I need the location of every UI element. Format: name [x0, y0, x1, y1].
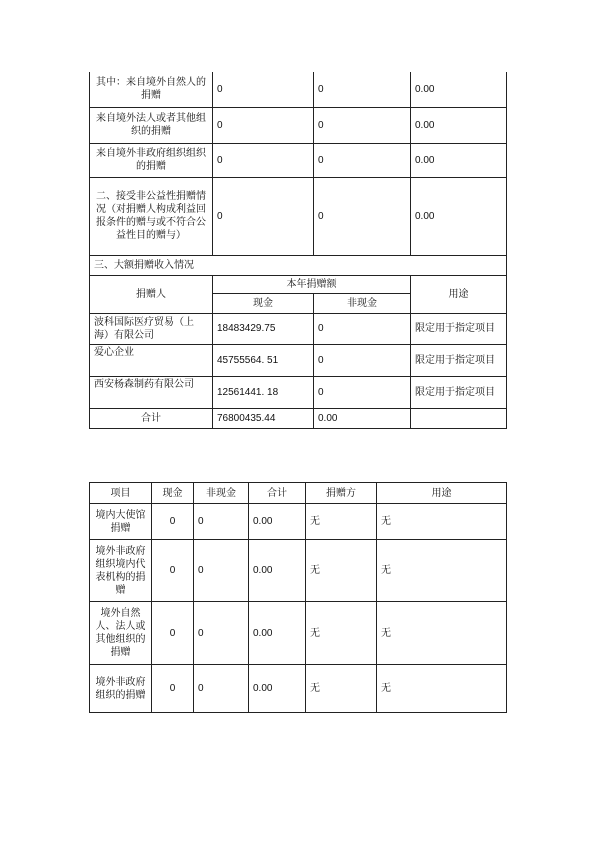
total-cell: 0.00 [249, 504, 306, 540]
cash-cell: 0 [213, 177, 314, 255]
cash-cell: 0 [213, 107, 314, 143]
row-label: 二、接受非公益性捐赠情况（对捐赠人构成利益回报条件的赠与或不符合公益性目的赠与） [90, 177, 213, 255]
section-title-row [90, 255, 507, 275]
donation-table [89, 72, 507, 429]
cash-cell: 0 [152, 665, 194, 713]
donor-cell: 无 [306, 504, 377, 540]
total-cell: 0.00 [411, 107, 507, 143]
item-cell: 境外自然人、法人或其他组织的捐赠 [90, 602, 152, 665]
donor-header: 捐赠人 [90, 275, 213, 313]
empty-cell [411, 408, 507, 428]
purpose-cell: 无 [377, 504, 507, 540]
donor-name: 西安杨森制药有限公司 [90, 376, 213, 408]
noncash-cell: 0 [314, 177, 411, 255]
donor-cell: 无 [306, 665, 377, 713]
noncash-cell: 0 [194, 504, 249, 540]
header-donor: 捐赠方 [306, 483, 377, 504]
cash-cell: 12561441. 18 [213, 376, 314, 408]
purpose-cell: 无 [377, 540, 507, 602]
cash-cell: 45755564. 51 [213, 344, 314, 376]
total-cell: 0.00 [411, 143, 507, 177]
noncash-cell: 0 [314, 72, 411, 107]
total-cell: 0.00 [411, 72, 507, 107]
noncash-header: 非现金 [314, 293, 411, 313]
table-row [90, 504, 507, 540]
donor-cell: 无 [306, 540, 377, 602]
cash-cell: 0 [152, 602, 194, 665]
purpose-cell: 限定用于指定项目 [411, 344, 507, 376]
cash-cell: 0 [152, 540, 194, 602]
cash-cell: 0 [213, 72, 314, 107]
table-row [90, 344, 507, 376]
row-label: 其中：来自境外自然人的捐赠 [90, 72, 213, 107]
item-cell: 境外非政府组织境内代表机构的捐赠 [90, 540, 152, 602]
header-purpose: 用途 [377, 483, 507, 504]
year-amount-header: 本年捐赠额 [213, 275, 411, 293]
table-row [90, 72, 507, 107]
cash-cell: 0 [152, 504, 194, 540]
cash-cell: 0 [213, 143, 314, 177]
item-cell: 境外非政府组织的捐赠 [90, 665, 152, 713]
table-row [90, 376, 507, 408]
purpose-cell: 限定用于指定项目 [411, 376, 507, 408]
table-row [90, 143, 507, 177]
total-label: 合计 [90, 408, 213, 428]
section-title: 三、大额捐赠收入情况 [90, 255, 507, 275]
overseas-donation-table [89, 482, 507, 713]
noncash-cell: 0 [314, 313, 411, 344]
donor-name: 波科国际医疗贸易（上海）有限公司 [90, 313, 213, 344]
table-row [90, 540, 507, 602]
total-noncash: 0.00 [314, 408, 411, 428]
noncash-cell: 0 [194, 540, 249, 602]
total-cell: 0.00 [249, 665, 306, 713]
purpose-cell: 无 [377, 602, 507, 665]
table-row [90, 177, 507, 255]
header-row [90, 483, 507, 504]
table-row [90, 107, 507, 143]
total-row [90, 408, 507, 428]
noncash-cell: 0 [194, 602, 249, 665]
cash-cell: 18483429.75 [213, 313, 314, 344]
header-noncash: 非现金 [194, 483, 249, 504]
noncash-cell: 0 [314, 344, 411, 376]
purpose-cell: 限定用于指定项目 [411, 313, 507, 344]
donor-cell: 无 [306, 602, 377, 665]
noncash-cell: 0 [314, 107, 411, 143]
purpose-header: 用途 [411, 275, 507, 313]
total-cash: 76800435.44 [213, 408, 314, 428]
total-cell: 0.00 [411, 177, 507, 255]
header-item: 项目 [90, 483, 152, 504]
donor-name: 爱心企业 [90, 344, 213, 376]
total-cell: 0.00 [249, 540, 306, 602]
table-row [90, 313, 507, 344]
noncash-cell: 0 [314, 143, 411, 177]
header-cash: 现金 [152, 483, 194, 504]
noncash-cell: 0 [314, 376, 411, 408]
header-row [90, 275, 507, 293]
header-total: 合计 [249, 483, 306, 504]
purpose-cell: 无 [377, 665, 507, 713]
total-cell: 0.00 [249, 602, 306, 665]
table-row [90, 665, 507, 713]
table-row [90, 602, 507, 665]
item-cell: 境内大使馆捐赠 [90, 504, 152, 540]
noncash-cell: 0 [194, 665, 249, 713]
row-label: 来自境外非政府组织组织的捐赠 [90, 143, 213, 177]
cash-header: 现金 [213, 293, 314, 313]
row-label: 来自境外法人或者其他组织的捐赠 [90, 107, 213, 143]
